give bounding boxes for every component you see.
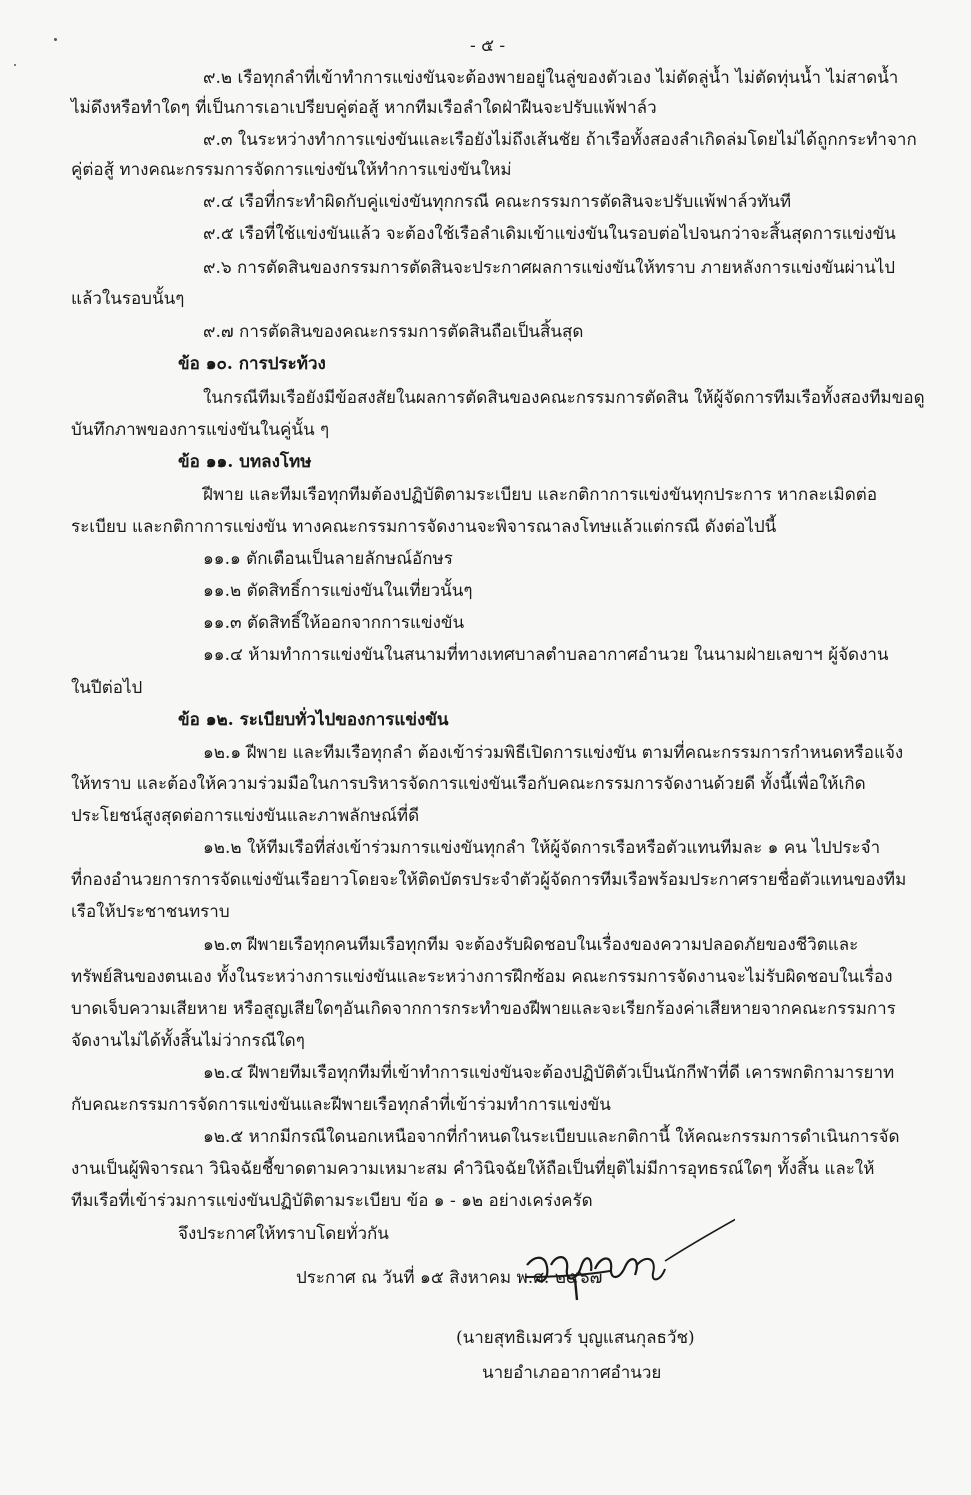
clause-9-2-cont: ไม่ดึงหรือทำใดๆ ที่เป็นการเอาเปรียบคู่ต่อสู้ หากทีมเรือลำใดฝ่าฝืนจะปรับแพ้ฟาล์ว (71, 98, 657, 118)
paper-speck (54, 38, 57, 41)
signature (515, 1195, 735, 1305)
signatory-position: นายอำเภออากาศอำนวย (482, 1363, 662, 1383)
clause-12-5-cont: งานเป็นผู้พิจารณา วินิจฉัยชี้ขาดตามความเหมาะสม คำวินิจฉัยให้ถือเป็นที่ยุติไม่มีการอุทธรณ์ใดๆ ทั้งสิ้น และให้ (71, 1159, 875, 1179)
clause-9-3-cont: คู่ต่อสู้ ทางคณะกรรมการจัดการแข่งขันให้ทำการแข่งขันใหม่ (71, 160, 512, 180)
page-number: - ๕ - (470, 36, 506, 56)
clause-12-5-cont2: ทีมเรือที่เข้าร่วมการแข่งขันปฏิบัติตามระเบียบ ข้อ ๑ - ๑๒ อย่างเคร่งครัด (71, 1191, 593, 1211)
para-11-cont: ระเบียบ และกติกาการแข่งขัน ทางคณะกรรมการจัดงานจะพิจารณาลงโทษแล้วแต่กรณี ดังต่อไปนี้ (71, 517, 777, 537)
clause-9-7: ๙.๗ การตัดสินของคณะกรรมการตัดสินถือเป็นสิ้นสุด (203, 322, 584, 342)
clause-12-4-cont: กับคณะกรรมการจัดการแข่งขันและฝีพายเรือทุกลำที่เข้าร่วมทำการแข่งขัน (71, 1095, 611, 1115)
clause-11-4: ๑๑.๔ ห้ามทำการแข่งขันในสนามที่ทางเทศบาลตำบลอากาศอำนวย ในนามฝ่ายเลขาฯ ผู้จัดงาน (203, 645, 889, 665)
clause-12-3: ๑๒.๓ ฝีพายเรือทุกคนทีมเรือทุกทีม จะต้องรับผิดชอบในเรื่องของความปลอดภัยของชีวิตและ (203, 935, 859, 955)
clause-12-1-cont2: ประโยชน์สูงสุดต่อการแข่งขันและภาพลักษณ์ที่ดี (71, 806, 420, 826)
para-10: ในกรณีทีมเรือยังมีข้อสงสัยในผลการตัดสินของคณะกรรมการตัดสิน ให้ผู้จัดการทีมเรือทั้งสองทีมขอดู (203, 388, 925, 408)
clause-11-1: ๑๑.๑ ตักเตือนเป็นลายลักษณ์อักษร (203, 549, 453, 569)
announcement: จึงประกาศให้ทราบโดยทั่วกัน (178, 1224, 389, 1244)
clause-9-5: ๙.๕ เรือที่ใช้แข่งขันแล้ว จะต้องใช้เรือลำเดิมเข้าแข่งขันในรอบต่อไปจนกว่าจะสิ้นสุดการแข่งขัน (203, 224, 896, 244)
clause-11-3: ๑๑.๓ ตัดสิทธิ์ให้ออกจากการแข่งขัน (203, 613, 465, 633)
clause-11-4-cont: ในปีต่อไป (71, 678, 143, 698)
clause-11-2: ๑๑.๒ ตัดสิทธิ์การแข่งขันในเที่ยวนั้นๆ (203, 581, 473, 601)
clause-12-2-cont2: เรือให้ประชาชนทราบ (71, 902, 230, 922)
clause-12-1-cont: ให้ทราบ และต้องให้ความร่วมมือในการบริหารจัดการแข่งขันเรือกับคณะกรรมการจัดงานด้วยดี ทั้งนี้เพื่อให้เกิด (71, 774, 866, 794)
clause-12-5: ๑๒.๕ หากมีกรณีใดนอกเหนือจากที่กำหนดในระเบียบและกติกานี้ ให้คณะกรรมการดำเนินการจัด (203, 1127, 900, 1147)
clause-9-6: ๙.๖ การตัดสินของกรรมการตัดสินจะประกาศผลการแข่งขันให้ทราบ ภายหลังการแข่งขันผ่านไป (203, 258, 896, 278)
heading-11: ข้อ ๑๑. บทลงโทษ (178, 452, 312, 472)
heading-10: ข้อ ๑๐. การประท้วง (178, 354, 326, 374)
para-10-cont: บันทึกภาพของการแข่งขันในคู่นั้น ๆ (71, 420, 330, 440)
clause-9-3: ๙.๓ ในระหว่างทำการแข่งขันและเรือยังไม่ถึงเส้นชัย ถ้าเรือทั้งสองลำเกิดล่มโดยไม่ได้ถูกกระทำจาก (203, 130, 917, 150)
clause-12-3-cont2: บาดเจ็บความเสียหาย หรือสูญเสียใดๆอันเกิดจากการกระทำของฝีพายและจะเรียกร้องค่าเสียหายจากคณะกรรมการ (71, 999, 896, 1019)
clause-9-2: ๙.๒ เรือทุกลำที่เข้าทำการแข่งขันจะต้องพายอยู่ในลู่ของตัวเอง ไม่ตัดลู่น้ำ ไม่ตัดทุ่นน้ำ ไม่สาดน้ำ (203, 68, 899, 88)
heading-12: ข้อ ๑๒. ระเบียบทั่วไปของการแข่งขัน (178, 710, 449, 730)
clause-12-3-cont: ทรัพย์สินของตนเอง ทั้งในระหว่างการแข่งขันและระหว่างการฝึกซ้อม คณะกรรมการจัดงานจะไม่รับผิดชอบในเรื่อง (71, 967, 893, 987)
clause-12-3-cont3: จัดงานไม่ได้ทั้งสิ้นไม่ว่ากรณีใดๆ (71, 1031, 305, 1051)
announcement-date: ประกาศ ณ วันที่ ๑๕ สิงหาคม พ.ศ. ๒๕๖๗ (296, 1268, 603, 1288)
paper-speck (14, 64, 16, 66)
clause-12-1: ๑๒.๑ ฝีพาย และทีมเรือทุกลำ ต้องเข้าร่วมพิธีเปิดการแข่งขัน ตามที่คณะกรรมการกำหนดหรือแจ้ง (203, 743, 904, 763)
signatory-name: (นายสุทธิเมศวร์ บุญแสนกุลธวัช) (456, 1328, 695, 1348)
clause-12-2: ๑๒.๒ ให้ทีมเรือที่ส่งเข้าร่วมการแข่งขันทุกลำ ให้ผู้จัดการเรือหรือตัวแทนทีมละ ๑ คน ไปประจำ (203, 838, 881, 858)
clause-12-2-cont: ที่กองอำนวยการการจัดแข่งขันเรือยาวโดยจะให้ติดบัตรประจำตัวผู้จัดการทีมเรือพร้อมประกาศรายชื่อตัวแทนของทีม (71, 870, 907, 890)
clause-9-4: ๙.๔ เรือที่กระทำผิดกับคู่แข่งขันทุกกรณี คณะกรรมการตัดสินจะปรับแพ้ฟาล์วทันที (203, 192, 792, 212)
para-11: ฝีพาย และทีมเรือทุกทีมต้องปฏิบัติตามระเบียบ และกติกาการแข่งขันทุกประการ หากละเมิดต่อ (203, 485, 878, 505)
clause-12-4: ๑๒.๔ ฝีพายทีมเรือทุกทีมที่เข้าทำการแข่งขันจะต้องปฏิบัติตัวเป็นนักกีฬาที่ดี เคารพกติกามารยาท (203, 1063, 895, 1083)
clause-9-6-cont: แล้วในรอบนั้นๆ (71, 289, 185, 309)
